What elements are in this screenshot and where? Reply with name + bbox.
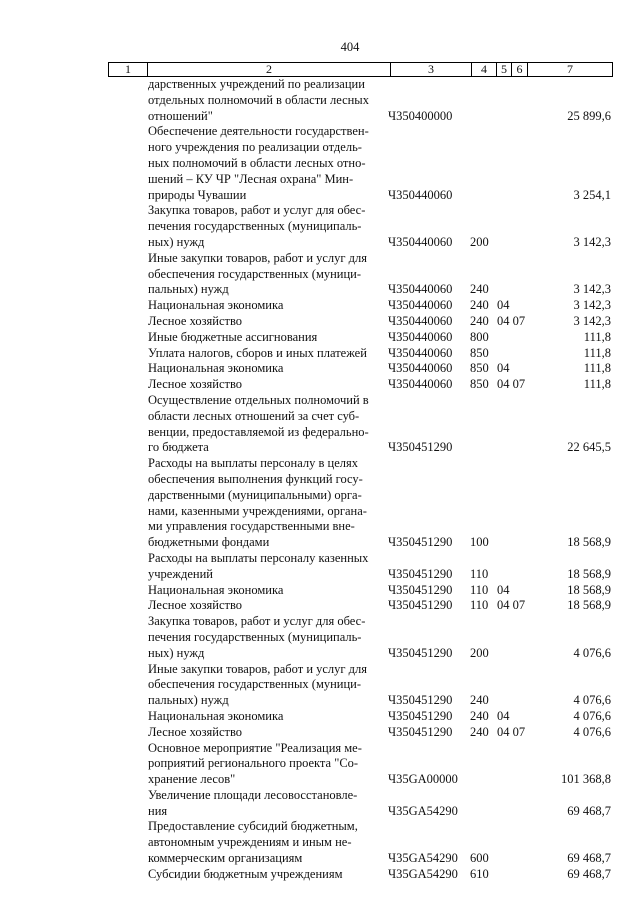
row-section: 04 07 bbox=[497, 313, 526, 328]
table-row bbox=[0, 393, 640, 456]
row-code: Ч350451290 bbox=[388, 724, 453, 739]
row-expense-type: 850 bbox=[470, 377, 489, 392]
row-expense-type: 800 bbox=[470, 329, 489, 344]
row-expense-type: 240 bbox=[470, 708, 489, 723]
row-amount: 111,8 bbox=[583, 361, 611, 376]
row-expense-type: 240 bbox=[470, 724, 489, 739]
row-expense-type: 100 bbox=[470, 535, 489, 550]
row-name: Закупка товаров, работ и услуг для обес- печения государственных (муниципаль- ных) нужд bbox=[148, 614, 366, 660]
row-amount: 4 076,6 bbox=[573, 708, 611, 723]
row-code: Ч350451290 bbox=[388, 693, 453, 708]
row-code: Ч350440060 bbox=[388, 187, 453, 202]
table-row bbox=[0, 614, 640, 661]
row-amount: 3 142,3 bbox=[573, 298, 611, 313]
row-name: Уплата налогов, сборов и иных платежей bbox=[148, 345, 367, 360]
row-expense-type: 850 bbox=[470, 361, 489, 376]
row-name: Иные бюджетные ассигнования bbox=[148, 329, 318, 344]
row-code: Ч35GA54290 bbox=[388, 803, 458, 818]
row-amount: 111,8 bbox=[583, 329, 611, 344]
row-amount: 4 076,6 bbox=[573, 724, 611, 739]
row-amount: 101 368,8 bbox=[561, 772, 611, 787]
row-code: Ч350440060 bbox=[388, 282, 453, 297]
row-expense-type: 850 bbox=[470, 345, 489, 360]
row-code: Ч350440060 bbox=[388, 345, 453, 360]
row-expense-type: 200 bbox=[470, 645, 489, 660]
row-name: Предоставление субсидий бюджетным, автономным учреждениям и иным не- коммерческим организациям bbox=[148, 819, 358, 866]
row-amount: 69 468,7 bbox=[567, 803, 611, 818]
table-row bbox=[0, 346, 640, 362]
row-name: Увеличение площади лесовосстановле- ния bbox=[148, 787, 358, 818]
row-expense-type: 610 bbox=[470, 866, 489, 881]
table-row bbox=[0, 788, 640, 820]
row-expense-type: 600 bbox=[470, 851, 489, 866]
table-row bbox=[0, 583, 640, 599]
row-code: Ч350451290 bbox=[388, 535, 453, 550]
row-name: Лесное хозяйство bbox=[148, 377, 243, 392]
row-amount: 4 076,6 bbox=[573, 645, 611, 660]
row-code: Ч350440060 bbox=[388, 377, 453, 392]
table-row bbox=[0, 377, 640, 393]
row-name: Национальная экономика bbox=[148, 298, 284, 313]
row-amount: 111,8 bbox=[583, 345, 611, 360]
row-code: Ч350451290 bbox=[388, 598, 453, 613]
table-body bbox=[0, 77, 640, 883]
row-expense-type: 240 bbox=[470, 313, 489, 328]
row-name: дарственных учреждений по реализации отдельных полномочий в области лесных отношений" bbox=[148, 77, 369, 123]
row-code: Ч350440060 bbox=[388, 313, 453, 328]
row-section: 04 07 bbox=[497, 724, 526, 739]
table-row bbox=[0, 662, 640, 709]
table-row bbox=[0, 819, 640, 866]
row-section: 04 07 bbox=[497, 377, 526, 392]
row-code: Ч350400000 bbox=[388, 108, 453, 123]
header-col-6: 6 bbox=[512, 63, 528, 77]
table-row bbox=[0, 551, 640, 583]
header-col-5: 5 bbox=[497, 63, 512, 77]
row-section: 04 bbox=[497, 582, 510, 597]
row-code: Ч350451290 bbox=[388, 708, 453, 723]
row-amount: 69 468,7 bbox=[567, 866, 611, 881]
table-row bbox=[0, 598, 640, 614]
row-code: Ч35GA00000 bbox=[388, 772, 458, 787]
row-section: 04 07 bbox=[497, 598, 526, 613]
row-code: Ч350451290 bbox=[388, 582, 453, 597]
row-section: 04 bbox=[497, 298, 510, 313]
row-code: Ч350440060 bbox=[388, 234, 453, 249]
row-code: Ч350440060 bbox=[388, 329, 453, 344]
table-row bbox=[0, 867, 640, 883]
row-section: 04 bbox=[497, 361, 510, 376]
row-name: Лесное хозяйство bbox=[148, 724, 243, 739]
row-name: Лесное хозяйство bbox=[148, 313, 243, 328]
row-amount: 22 645,5 bbox=[567, 440, 611, 455]
table-row bbox=[0, 456, 640, 551]
header-col-7: 7 bbox=[528, 63, 613, 77]
row-name: Иные закупки товаров, работ и услуг для обеспечения государственных (муници- пальных) нужд bbox=[148, 250, 368, 297]
page-number: 404 bbox=[340, 40, 360, 54]
row-amount: 3 142,3 bbox=[573, 234, 611, 249]
row-expense-type: 200 bbox=[470, 234, 489, 249]
row-expense-type: 110 bbox=[470, 566, 489, 581]
table-row bbox=[0, 361, 640, 377]
row-name: Национальная экономика bbox=[148, 361, 284, 376]
row-name: Обеспечение деятельности государствен- ного учреждения по реализации отдель- ных полномочий в области лесных отно- шений – КУ ЧР "Лесная охрана" Мин- природы Чувашии bbox=[148, 124, 369, 202]
table-row bbox=[0, 709, 640, 725]
row-amount: 3 142,3 bbox=[573, 282, 611, 297]
table-row bbox=[0, 298, 640, 314]
row-section: 04 bbox=[497, 708, 510, 723]
row-amount: 69 468,7 bbox=[567, 851, 611, 866]
row-amount: 111,8 bbox=[583, 377, 611, 392]
row-name: Субсидии бюджетным учреждениям bbox=[148, 866, 343, 881]
table-row bbox=[0, 330, 640, 346]
table-row bbox=[0, 741, 640, 788]
row-amount: 18 568,9 bbox=[567, 535, 611, 550]
table-row bbox=[0, 77, 640, 124]
row-amount: 18 568,9 bbox=[567, 582, 611, 597]
table-row bbox=[0, 203, 640, 250]
header-col-3: 3 bbox=[391, 63, 472, 77]
row-amount: 18 568,9 bbox=[567, 566, 611, 581]
row-code: Ч35GA54290 bbox=[388, 851, 458, 866]
row-name: Национальная экономика bbox=[148, 582, 284, 597]
row-expense-type: 240 bbox=[470, 282, 489, 297]
table-row bbox=[0, 725, 640, 741]
row-code: Ч35GA54290 bbox=[388, 866, 458, 881]
row-amount: 18 568,9 bbox=[567, 598, 611, 613]
row-name: Иные закупки товаров, работ и услуг для обеспечения государственных (муници- пальных) нужд bbox=[148, 661, 368, 708]
row-name: Национальная экономика bbox=[148, 708, 284, 723]
row-name: Основное мероприятие "Реализация ме- роприятий регионального проекта "Со- хранение лесов" bbox=[148, 740, 362, 787]
row-expense-type: 240 bbox=[470, 693, 489, 708]
table-row bbox=[0, 314, 640, 330]
row-amount: 3 142,3 bbox=[573, 313, 611, 328]
row-code: Ч350440060 bbox=[388, 298, 453, 313]
row-name: Расходы на выплаты персоналу в целях обеспечения выполнения функций госу- дарственными (муниципальными) орга- нами, казенными учреждениями, органа- ми управления государственными вне- бюджетными фондами bbox=[148, 456, 367, 550]
row-amount: 4 076,6 bbox=[573, 693, 611, 708]
row-name: Осуществление отдельных полномочий в области лесных отношений за счет суб- венции, предоставляемой из федерально- го бюджета bbox=[148, 392, 369, 455]
row-code: Ч350440060 bbox=[388, 361, 453, 376]
row-expense-type: 110 bbox=[470, 598, 489, 613]
table-row bbox=[0, 251, 640, 298]
header-col-2: 2 bbox=[148, 63, 391, 77]
row-code: Ч350451290 bbox=[388, 645, 453, 660]
row-name: Закупка товаров, работ и услуг для обес- печения государственных (муниципаль- ных) нужд bbox=[148, 203, 366, 249]
row-amount: 25 899,6 bbox=[567, 108, 611, 123]
table-header bbox=[108, 62, 613, 77]
row-code: Ч350451290 bbox=[388, 440, 453, 455]
row-code: Ч350451290 bbox=[388, 566, 453, 581]
row-expense-type: 240 bbox=[470, 298, 489, 313]
row-amount: 3 254,1 bbox=[573, 187, 611, 202]
row-name: Расходы на выплаты персоналу казенных учреждений bbox=[148, 550, 369, 581]
header-col-4: 4 bbox=[472, 63, 497, 77]
table-row bbox=[0, 124, 640, 203]
header-col-1: 1 bbox=[109, 63, 148, 77]
row-name: Лесное хозяйство bbox=[148, 598, 243, 613]
row-expense-type: 110 bbox=[470, 582, 489, 597]
